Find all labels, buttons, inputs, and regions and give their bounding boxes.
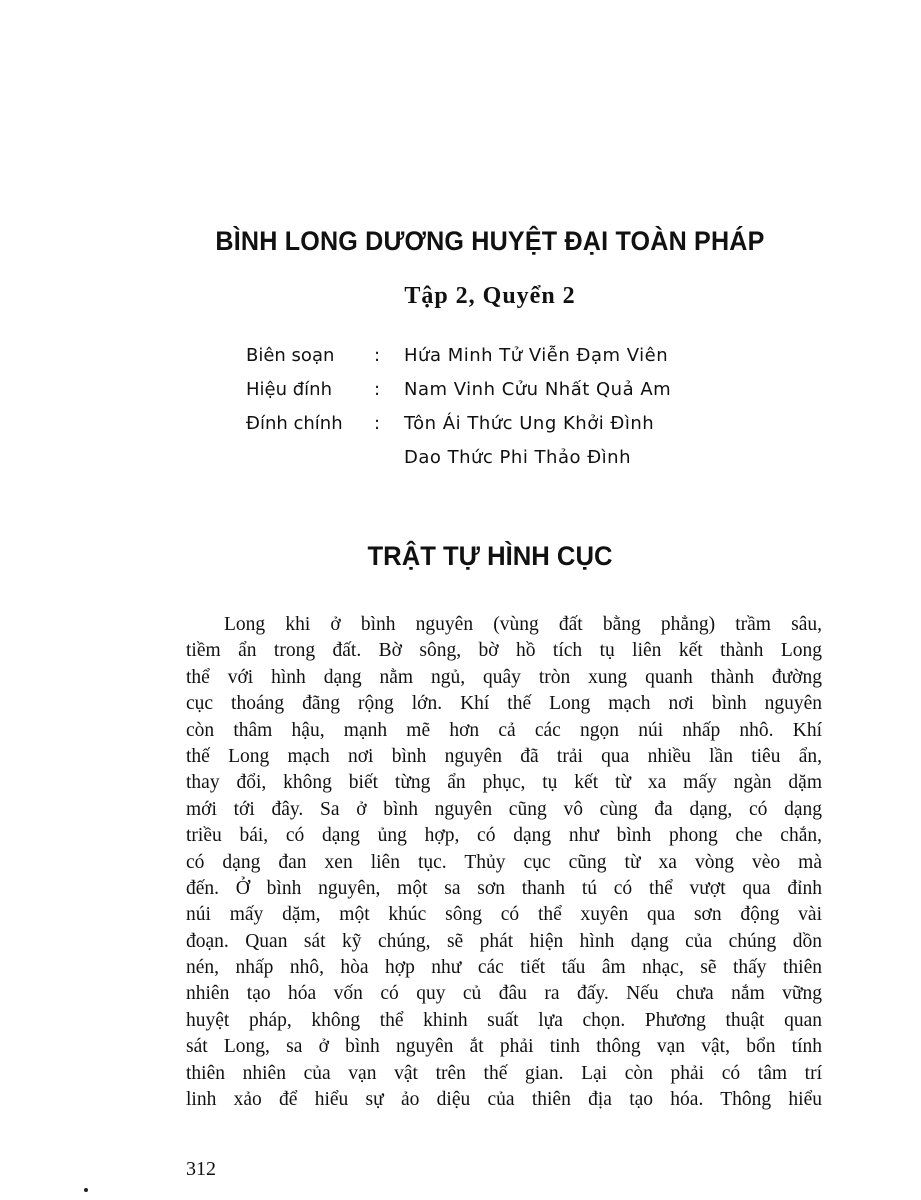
text-line: có dạng đan xen liên tục. Thủy cục cũng từ xa vòng vèo mà [186, 851, 822, 873]
credit-name: Nam Vinh Cửu Nhất Quả Am [404, 379, 672, 400]
text-line: Long khi ở bình nguyên (vùng đất bằng phẳng) trầm sâu, [224, 614, 822, 635]
text-line: đến. Ở bình nguyên, một sa sơn thanh tú có thể vượt qua đỉnh [186, 877, 822, 899]
text-line: thiên nhiên của vạn vật trên thế gian. Lại còn phải có tâm trí [186, 1062, 822, 1084]
credit-role [246, 447, 374, 481]
credit-row-reviser [246, 379, 671, 413]
credit-row-editor [246, 345, 671, 379]
text-line: mới tới đây. Sa ở bình nguyên cũng vô cùng đa dạng, có dạng [186, 798, 822, 820]
text-line: triều bái, có dạng ủng hợp, có dạng như bình phong che chắn, [186, 825, 822, 847]
scan-artifact-dot [84, 1188, 88, 1192]
credit-row-corrector [246, 413, 671, 447]
credits-block [246, 345, 671, 481]
credit-role: Biên soạn [246, 345, 335, 366]
text-line: tiềm ẩn trong đất. Bờ sông, bờ hồ tích tụ liên kết thành Long [186, 640, 822, 662]
text-line: núi mấy dặm, một khúc sông có thể xuyên qua sơn động vài [186, 904, 822, 926]
section-title: TRẬT TỰ HÌNH CỤC [367, 541, 613, 571]
credit-role: Đính chính [246, 413, 343, 434]
text-line: thay đổi, không biết từng ẩn phục, tụ kết từ xa mấy ngàn dặm [186, 772, 822, 794]
text-line: linh xảo để hiểu sự ảo diệu của thiên địa tạo hóa. Thông hiểu [186, 1089, 822, 1111]
credit-name: Tôn Ái Thức Ung Khởi Đình [404, 413, 655, 434]
body-paragraph [186, 612, 822, 1113]
credit-row-corrector-2 [246, 447, 671, 481]
text-line: nén, nhấp nhô, hòa hợp như các tiết tấu âm nhạc, sẽ thấy thiên [186, 957, 822, 979]
text-line: cục thoáng đãng rộng lớn. Khí thế Long mạch nơi bình nguyên [186, 693, 822, 715]
text-line: sát Long, sa ở bình nguyên ắt phải tinh thông vạn vật, bổn tính [186, 1036, 822, 1058]
credit-role: Hiệu đính [246, 379, 332, 400]
volume-subtitle: Tập 2, Quyển 2 [404, 283, 576, 309]
credit-name: Hứa Minh Tử Viễn Đạm Viên [404, 345, 669, 366]
text-line: đoạn. Quan sát kỹ chúng, sẽ phát hiện hình dạng của chúng dồn [186, 930, 822, 952]
text-line: huyệt pháp, không thể khinh suất lựa chọn. Phương thuật quan [186, 1009, 822, 1031]
credit-colon: : [374, 413, 381, 434]
book-title: BÌNH LONG DƯƠNG HUYỆT ĐẠI TOÀN PHÁP [215, 226, 765, 256]
text-line: thể với hình dạng nằm ngủ, quây tròn xung quanh thành đường [186, 666, 822, 688]
page-number: 312 [186, 1158, 216, 1180]
text-line: nhiên tạo hóa vốn có quy củ đâu ra đấy. Nếu chưa nắm vững [186, 983, 822, 1005]
credit-colon: : [374, 379, 381, 400]
text-line: còn thâm hậu, mạnh mẽ hơn cả các ngọn núi nhấp nhô. Khí [186, 719, 822, 741]
credit-colon: : [374, 345, 381, 366]
text-line: thế Long mạch nơi bình nguyên đã trải qua nhiều lần tiêu ẩn, [186, 745, 822, 767]
credit-name: Dao Thức Phi Thảo Đình [404, 447, 631, 468]
credit-colon [374, 447, 404, 481]
